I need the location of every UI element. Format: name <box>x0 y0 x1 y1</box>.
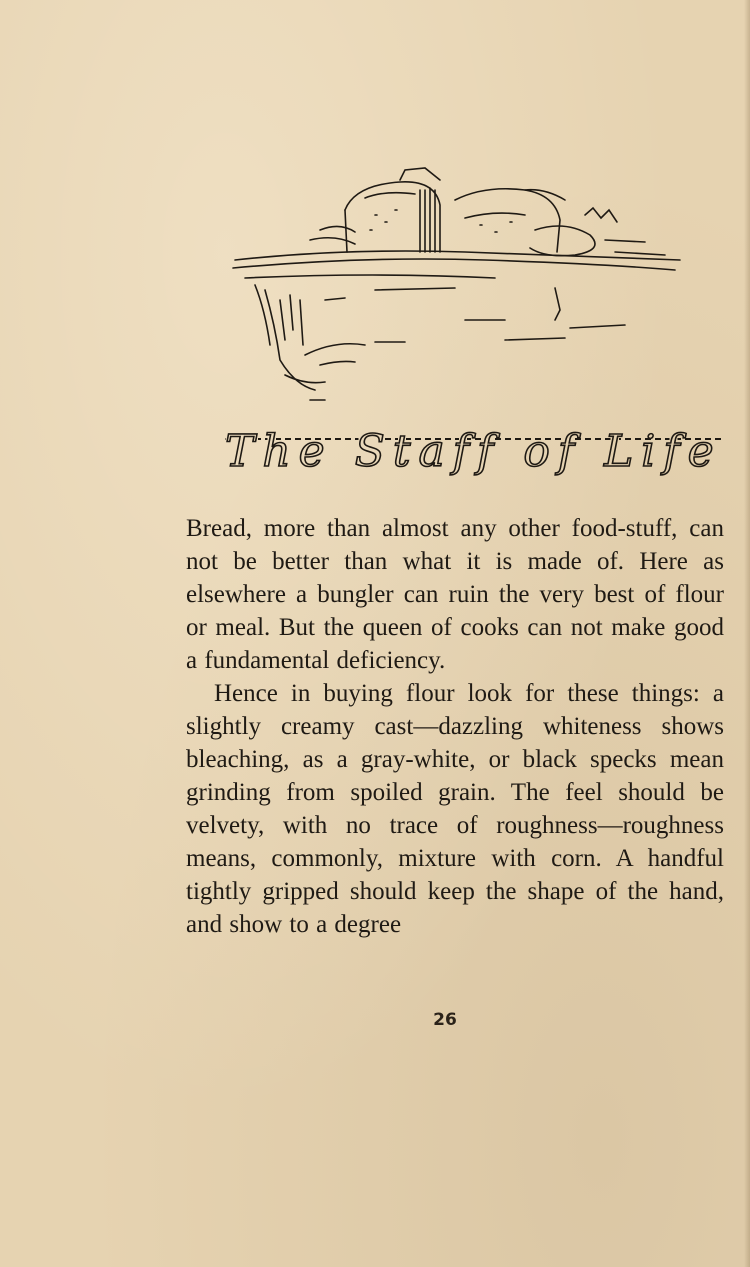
bread-loaves-on-table-icon <box>225 160 685 420</box>
paragraph-1: Bread, more than almost any other food-stuff, can not be better than what it is made of. Here as elsewhere a bungler can ruin the very best of flour or meal. But the queen of cooks can not make good a fundamental deficiency. <box>186 515 724 674</box>
page-edge-shadow <box>744 0 750 1267</box>
chapter-title: The Staff of Life <box>225 426 722 477</box>
paragraph-2: Hence in buying flour look for these things: a slightly creamy cast—dazzling whiteness shows bleaching, as a gray-white, or black specks mean grinding from spoiled grain. The feel should be velvety, with no trace of roughness—roughness means, commonly, mixture with corn. A handful tightly gripped should keep the shape of the hand, and show to a degree <box>186 680 724 938</box>
body-text <box>186 512 724 941</box>
page-number: 26 <box>433 1010 457 1030</box>
